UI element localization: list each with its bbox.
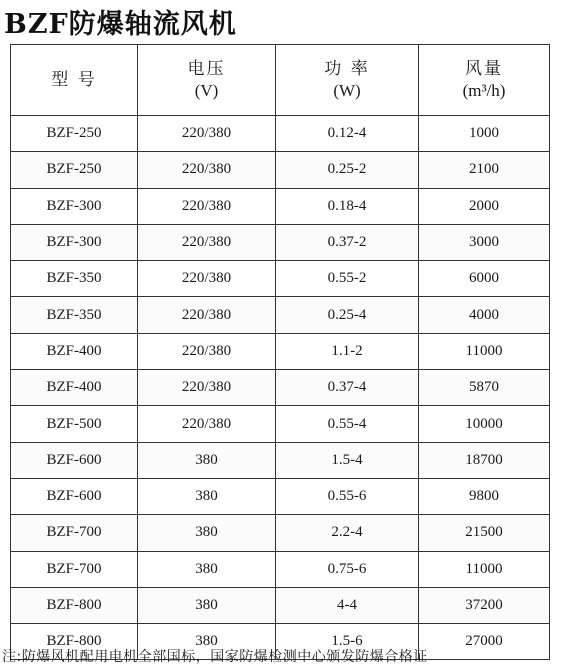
header-model-label: 型 号 — [51, 70, 97, 90]
spec-table — [10, 44, 550, 660]
cell-airflow: 10000 — [419, 406, 550, 442]
cell-power: 0.12-4 — [276, 116, 419, 152]
cell-airflow: 2000 — [419, 188, 550, 224]
cell-model: BZF-700 — [11, 551, 138, 587]
cell-airflow: 2100 — [419, 152, 550, 188]
cell-power: 1.1-2 — [276, 333, 419, 369]
cell-power: 0.55-6 — [276, 478, 419, 514]
table-row — [11, 370, 550, 406]
cell-airflow: 11000 — [419, 551, 550, 587]
header-voltage-unit: (V) — [194, 81, 219, 100]
cell-airflow: 11000 — [419, 333, 550, 369]
cell-model: BZF-400 — [11, 333, 138, 369]
page-title: BZF防爆轴流风机 — [4, 9, 237, 40]
cell-voltage: 220/380 — [138, 152, 276, 188]
cell-airflow: 18700 — [419, 442, 550, 478]
cell-airflow: 4000 — [419, 297, 550, 333]
cell-voltage: 220/380 — [138, 261, 276, 297]
cell-model: BZF-350 — [11, 261, 138, 297]
cell-model: BZF-400 — [11, 370, 138, 406]
header-voltage-label: 电压 — [187, 59, 226, 79]
cell-power: 0.18-4 — [276, 188, 419, 224]
cell-voltage: 220/380 — [138, 370, 276, 406]
cell-model: BZF-500 — [11, 406, 138, 442]
table-row — [11, 478, 550, 514]
cell-airflow: 21500 — [419, 515, 550, 551]
table-row — [11, 297, 550, 333]
cell-power: 0.75-6 — [276, 551, 419, 587]
table-row — [11, 515, 550, 551]
cell-voltage: 380 — [138, 478, 276, 514]
cell-airflow: 1000 — [419, 116, 550, 152]
cell-power: 0.25-4 — [276, 297, 419, 333]
header-airflow — [419, 45, 550, 116]
table-body — [11, 116, 550, 660]
cell-model: BZF-300 — [11, 188, 138, 224]
header-power-label: 功 率 — [324, 59, 370, 79]
cell-model: BZF-250 — [11, 116, 138, 152]
table-row — [11, 442, 550, 478]
cell-voltage: 220/380 — [138, 406, 276, 442]
table-row — [11, 551, 550, 587]
cell-voltage: 220/380 — [138, 297, 276, 333]
cell-airflow: 9800 — [419, 478, 550, 514]
header-airflow-unit: (m³/h) — [462, 81, 506, 100]
table-header-row — [11, 45, 550, 116]
cell-voltage: 220/380 — [138, 333, 276, 369]
cell-voltage: 220/380 — [138, 116, 276, 152]
cell-model: BZF-800 — [11, 587, 138, 623]
table-row — [11, 224, 550, 260]
cell-power: 4-4 — [276, 587, 419, 623]
cell-power: 0.25-2 — [276, 152, 419, 188]
cell-voltage: 220/380 — [138, 224, 276, 260]
cell-model: BZF-300 — [11, 224, 138, 260]
cell-power: 2.2-4 — [276, 515, 419, 551]
header-model — [11, 45, 138, 116]
cell-model: BZF-350 — [11, 297, 138, 333]
header-voltage — [138, 45, 276, 116]
header-power — [276, 45, 419, 116]
header-airflow-label: 风量 — [465, 59, 503, 79]
cell-model: BZF-600 — [11, 478, 138, 514]
table-row — [11, 188, 550, 224]
table-row — [11, 116, 550, 152]
cell-voltage: 380 — [138, 624, 276, 660]
cell-airflow: 3000 — [419, 224, 550, 260]
cell-power: 0.37-2 — [276, 224, 419, 260]
cell-airflow: 27000 — [419, 624, 550, 660]
cell-voltage: 380 — [138, 515, 276, 551]
cell-airflow: 5870 — [419, 370, 550, 406]
cell-model: BZF-250 — [11, 152, 138, 188]
footnote: 注:防爆风机配用电机全部国标，国家防爆检测中心颁发防爆合格证 — [2, 649, 428, 665]
cell-power: 0.55-2 — [276, 261, 419, 297]
table-row — [11, 587, 550, 623]
cell-model: BZF-700 — [11, 515, 138, 551]
table-row — [11, 152, 550, 188]
cell-model: BZF-600 — [11, 442, 138, 478]
table-row — [11, 406, 550, 442]
cell-voltage: 380 — [138, 551, 276, 587]
cell-voltage: 380 — [138, 587, 276, 623]
cell-airflow: 37200 — [419, 587, 550, 623]
cell-power: 0.37-4 — [276, 370, 419, 406]
cell-model: BZF-800 — [11, 624, 138, 660]
table-row — [11, 333, 550, 369]
cell-power: 1.5-4 — [276, 442, 419, 478]
cell-power: 0.55-4 — [276, 406, 419, 442]
cell-voltage: 220/380 — [138, 188, 276, 224]
table-row — [11, 261, 550, 297]
cell-voltage: 380 — [138, 442, 276, 478]
cell-power: 1.5-6 — [276, 624, 419, 660]
header-power-unit: (W) — [333, 81, 361, 100]
cell-airflow: 6000 — [419, 261, 550, 297]
